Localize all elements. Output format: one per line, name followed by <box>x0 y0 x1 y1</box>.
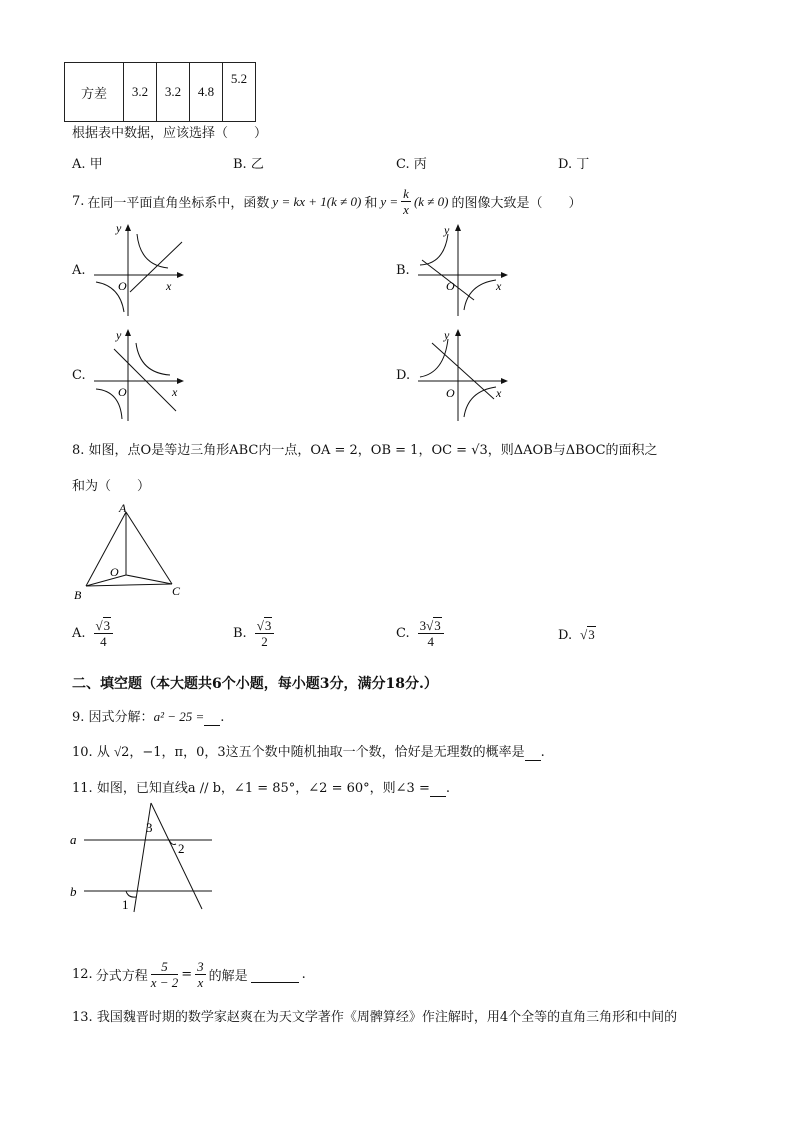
svg-text:B: B <box>74 588 82 602</box>
q7-fraction: $\frac{k}{x}$ <box>403 186 409 217</box>
q7-option-a-label: A. <box>72 263 86 278</box>
q7-graph-a <box>90 220 190 320</box>
section-title: 二、填空题（本大题共6个小题，每小题3分，满分18分.） <box>72 676 438 692</box>
svg-text:O: O <box>446 386 455 400</box>
q11-parallel-lines-figure <box>68 800 218 915</box>
q7-graph-b <box>414 220 514 320</box>
table-cell: 3.2 <box>124 63 157 122</box>
svg-text:O: O <box>118 385 127 399</box>
q8-triangle-figure <box>70 500 190 605</box>
q6-option-a: A. 甲 <box>72 157 103 172</box>
table-label: 方差 <box>65 63 124 122</box>
svg-text:x: x <box>166 279 172 293</box>
q7-option-b-label: B. <box>396 263 410 278</box>
svg-text:x: x <box>496 279 502 293</box>
q7-stem: 7. 在同一平面直角坐标系中，函数 y = kx + 1(k ≠ 0) 和 y = $\frac{k}{x}$ (k ≠ 0) 的图像大致是（ ） <box>72 186 582 217</box>
q7-graph-d <box>414 325 514 425</box>
q6-prompt: 根据表中数据，应该选择（ ） <box>72 126 268 141</box>
q8-option-b: B. $\frac{√3}{2}$ <box>233 618 274 649</box>
svg-text:O: O <box>110 565 119 579</box>
svg-text:C: C <box>172 584 181 598</box>
table-cell: 5.2 <box>223 63 256 122</box>
q7-option-c-label: C. <box>72 368 86 383</box>
q11: 11. 如图，已知直线a // b，∠1 = 85°，∠2 = 60°，则∠3 = . <box>72 781 450 796</box>
svg-text:2: 2 <box>178 841 185 856</box>
q6-option-b: B. 乙 <box>233 157 264 172</box>
svg-text:b: b <box>70 884 77 899</box>
svg-text:x: x <box>496 386 502 400</box>
svg-text:a: a <box>70 832 77 847</box>
svg-text:O: O <box>446 279 455 293</box>
svg-text:y: y <box>116 221 122 235</box>
q6-option-c: C. 丙 <box>396 157 427 172</box>
table-cell: 4.8 <box>190 63 223 122</box>
q7-option-d-label: D. <box>396 368 411 383</box>
svg-text:A: A <box>119 501 127 515</box>
variance-table <box>64 62 256 122</box>
table-cell: 3.2 <box>157 63 190 122</box>
svg-text:3: 3 <box>146 820 153 835</box>
svg-text:1: 1 <box>122 897 129 912</box>
q9: 9. 因式分解：a² − 25 = . <box>72 709 225 725</box>
q7-graph-c <box>90 325 190 425</box>
q8-stem-line1: 8. 如图，点O是等边三角形ABC内一点，OA = 2，OB = 1，OC = √3，则ΔAOB与ΔBOC的面积之 <box>72 443 658 458</box>
q8-option-c: C. $\frac{3√3}{4}$ <box>396 618 444 649</box>
svg-text:y: y <box>444 328 450 342</box>
q13: 13. 我国魏晋时期的数学家赵爽在为天文学著作《周髀算经》作注解时，用4个全等的直角三角形和中间的 <box>72 1010 678 1025</box>
q8-stem-line2: 和为（ ） <box>72 479 151 494</box>
q8-option-d: D. √3 <box>558 627 595 643</box>
q6-option-d: D. 丁 <box>558 157 590 172</box>
q8-option-a: A. $\frac{√3}{4}$ <box>72 618 113 649</box>
svg-text:y: y <box>444 223 450 237</box>
q12: 12. 分式方程 $\frac{5}{x - 2}$ = $\frac{3}{x}$ 的解是 . <box>72 959 306 990</box>
q10: 10. 从 √2，−1，π，0，3这五个数中随机抽取一个数，恰好是无理数的概率是 . <box>72 744 545 760</box>
svg-text:x: x <box>172 385 178 399</box>
svg-text:y: y <box>116 328 122 342</box>
svg-text:O: O <box>118 279 127 293</box>
